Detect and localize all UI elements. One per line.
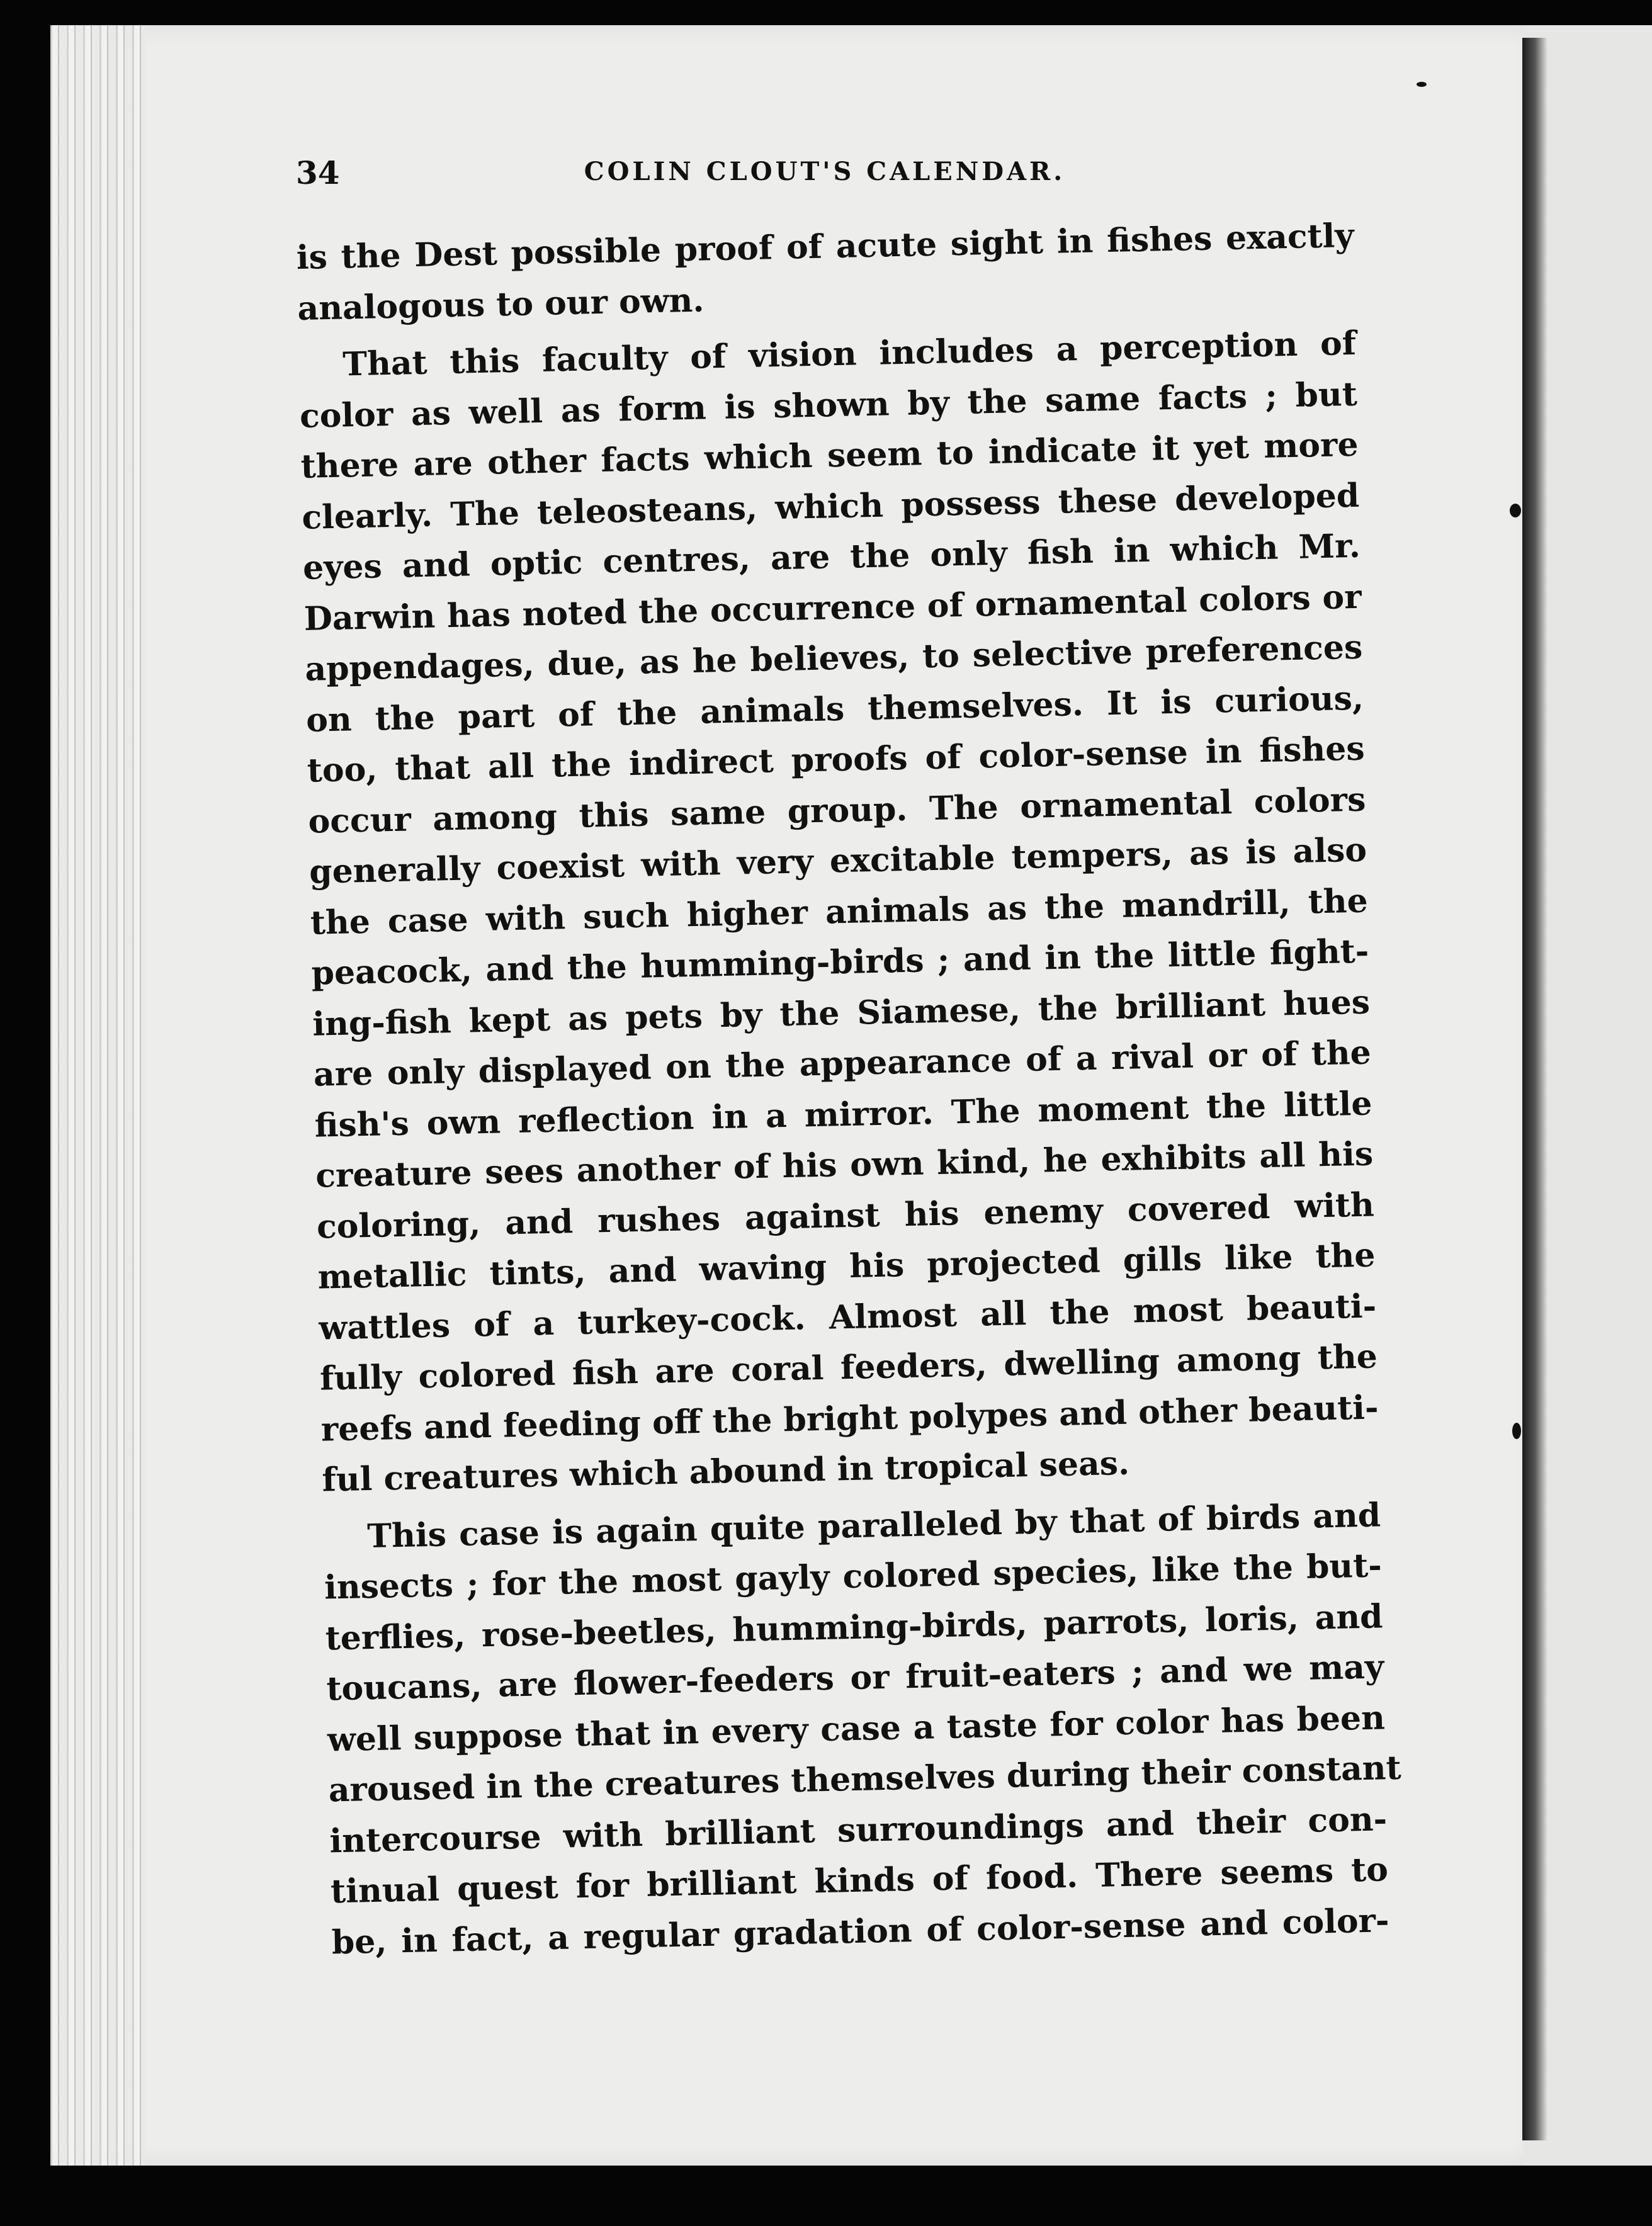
text-line: reefs and feeding off the bright polypes and other beauti-	[320, 1387, 1379, 1449]
text-line: metallic tints, and waving his projected gills like the	[317, 1236, 1376, 1297]
running-head: COLIN CLOUT'S CALENDAR.	[584, 157, 1066, 186]
text-line: occur among this same group. The ornamental colors	[307, 780, 1366, 841]
text-line: coloring, and rushes against his enemy covered with	[316, 1185, 1375, 1246]
text-line: insects ; for the most gayly colored species, like the but-	[324, 1546, 1383, 1607]
text-line: appendages, due, as he believes, to selective preferences	[304, 628, 1363, 689]
text-line: well suppose that in every case a taste for color has been	[327, 1698, 1386, 1759]
text-line: ing-fish kept as pets by the Siamese, the brilliant hues	[312, 983, 1371, 1044]
paragraph	[323, 1490, 1402, 1969]
text-line: color as well as form is shown by the same facts ; but	[299, 375, 1358, 436]
text-line: analogous to our own.	[297, 280, 705, 328]
text-line: on the part of the animals themselves. It is curious,	[305, 679, 1364, 740]
text-line: peacock, and the humming-birds ; and in the little fight-	[311, 932, 1369, 993]
text-line: the case with such higher animals as the mandrill, the	[310, 881, 1369, 942]
text-line: tinual quest for brilliant kinds of food. There seems to	[330, 1850, 1389, 1911]
text-line: This case is again quite paralleled by that of birds and	[366, 1495, 1381, 1556]
ink-speck	[1512, 1423, 1521, 1439]
text-line: eyes and optic centres, are the only fish in which Mr.	[302, 526, 1361, 587]
text-line: fully colored fish are coral feeders, dwelling among the	[319, 1337, 1378, 1398]
text-line: toucans, are flower-feeders or fruit-eaters ; and we may	[325, 1647, 1384, 1709]
text-line: Darwin has noted the occurrence of ornamental colors or	[303, 577, 1362, 638]
ink-speck	[1510, 504, 1521, 517]
text-line: clearly. The teleosteans, which possess these developed	[301, 476, 1360, 537]
text-line: is the Dest possible proof of acute sight in fishes exactly	[296, 216, 1355, 277]
page-number: 34	[296, 154, 340, 191]
text-line: are only displayed on the appearance of a rival or of the	[313, 1033, 1372, 1094]
text-line: be, in fact, a regular gradation of color-sense and color-	[331, 1901, 1390, 1962]
text-line: intercourse with brilliant surroundings and their con-	[329, 1799, 1388, 1860]
ink-speck	[1417, 82, 1427, 87]
text-line: there are other facts which seem to indicate it yet more	[300, 425, 1359, 486]
page-edges	[50, 25, 145, 2166]
text-line: ful creatures which abound in tropical seas.	[321, 1444, 1130, 1500]
text-line: wattles of a turkey-cock. Almost all the most beauti-	[318, 1286, 1377, 1348]
text-line: too, that all the indirect proofs of color-sense in fishes	[307, 729, 1366, 790]
text-line: terflies, rose-beetles, humming-birds, parrots, loris, and	[325, 1596, 1384, 1658]
text-line: creature sees another of his own kind, he exhibits all his	[315, 1134, 1374, 1195]
text-line: That this faculty of vision includes a perception of	[342, 324, 1357, 384]
text-line: aroused in the creatures themselves during their constant	[328, 1748, 1402, 1810]
page-header	[296, 154, 1354, 192]
body-text	[296, 211, 1402, 1969]
text-line: generally coexist with very excitable tempers, as is also	[308, 830, 1367, 891]
paragraph	[298, 319, 1380, 1506]
binding-shadow	[1522, 38, 1547, 2140]
text-line: fish's own reflection in a mirror. The moment the little	[314, 1084, 1372, 1145]
